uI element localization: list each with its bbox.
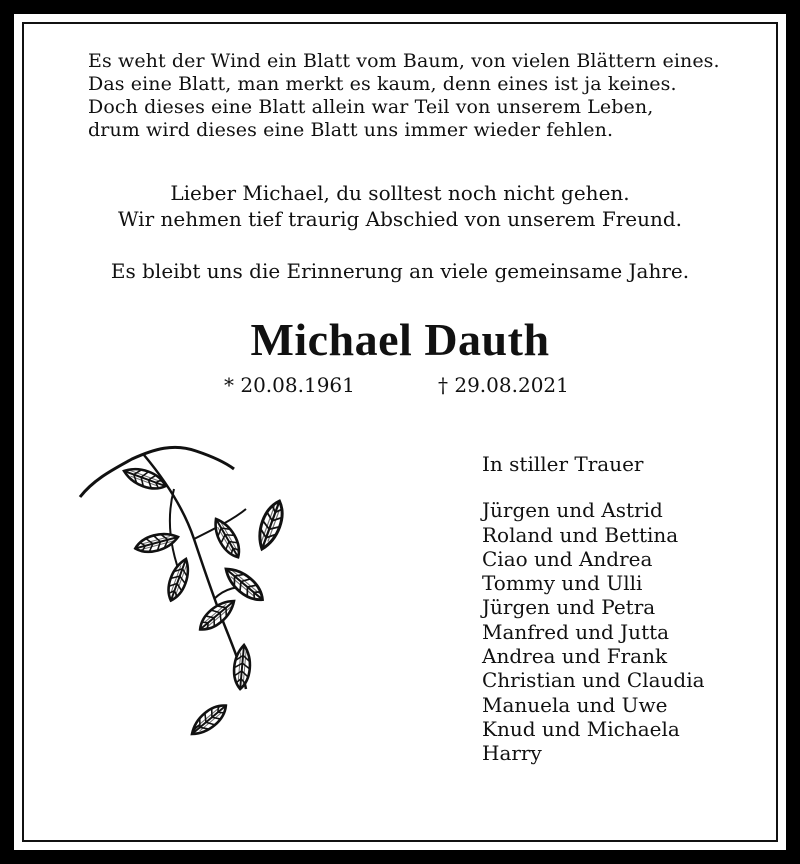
message-line: Es bleibt uns die Erinnerung an viele gemeinsame Jahre. <box>110 259 690 283</box>
farewell-message <box>14 180 786 232</box>
mourner-name: Ciao und Andrea <box>482 546 653 571</box>
mourner-name: Tommy und Ulli <box>482 571 643 596</box>
deceased-name: Michael Dauth <box>250 314 550 365</box>
birth-date: * 20.08.1961 <box>224 373 355 397</box>
message-line: Lieber Michael, du solltest noch nicht gehen. <box>170 181 630 205</box>
mourner-name: Knud und Michaela <box>482 716 680 741</box>
message-line: Wir nehmen tief traurig Abschied von unserem Freund. <box>117 207 683 231</box>
poem-line: Das eine Blatt, man merkt es kaum, denn eines ist ja keines. <box>88 73 677 95</box>
memory-message <box>14 258 786 284</box>
poem-line: drum wird dieses eine Blatt uns immer wieder fehlen. <box>88 119 614 141</box>
mourner-name: Harry <box>482 741 542 766</box>
mourners-list <box>482 452 705 766</box>
poem <box>88 50 768 142</box>
mourner-name: Manfred und Jutta <box>482 619 670 644</box>
mourner-name: Manuela und Uwe <box>482 692 668 717</box>
birch-branch-with-leaves-icon <box>74 429 284 774</box>
mourners-heading: In stiller Trauer <box>482 452 644 476</box>
mourner-name: Jürgen und Astrid <box>482 498 663 523</box>
mourner-name: Andrea und Frank <box>482 644 668 669</box>
poem-line: Doch dieses eine Blatt allein war Teil von unserem Leben, <box>88 96 654 118</box>
poem-line: Es weht der Wind ein Blatt vom Baum, von vielen Blättern eines. <box>88 50 720 72</box>
mourner-name: Jürgen und Petra <box>482 595 656 620</box>
mourner-name: Christian und Claudia <box>482 668 705 693</box>
obituary-card <box>14 14 786 850</box>
death-date: † 29.08.2021 <box>438 373 569 397</box>
mourner-name: Roland und Bettina <box>482 522 679 547</box>
